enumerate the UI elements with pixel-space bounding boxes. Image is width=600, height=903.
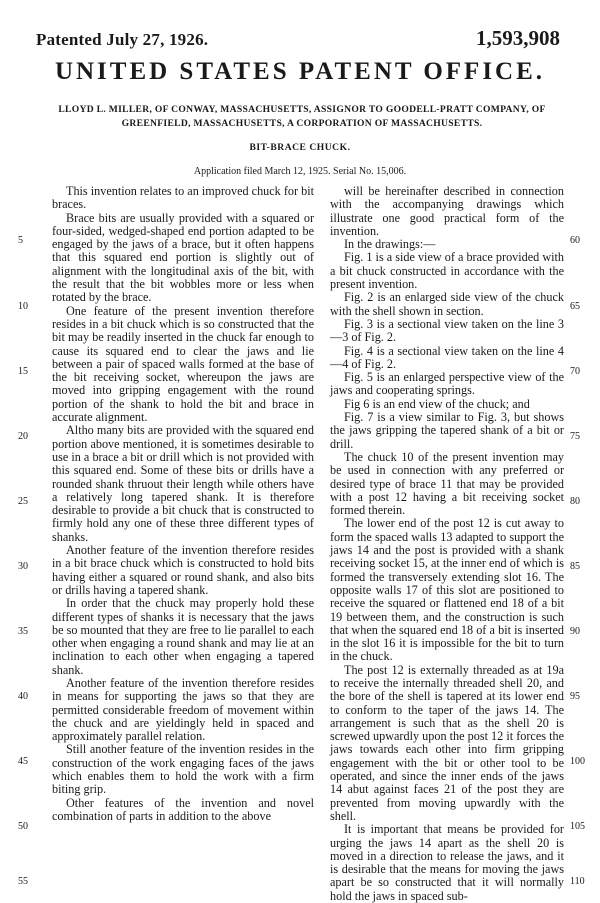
paragraph: Fig. 3 is a sectional view taken on the line 3—3 of Fig. 2. (330, 316, 564, 345)
paragraph: Fig. 4 is a sectional view taken on the line 4—4 of Fig. 2. (330, 343, 564, 371)
paragraph: Still another feature of the invention resides in the construction of the work engaging faces of the jaws which enables them to hold the work with a firm biting grip. (52, 742, 314, 797)
paragraph: Brace bits are usually provided with a squared or four-sided, wedged-shaped end portion adapted to be engaged by the jaws of a brace, but it often happens that this squared end portion is slightly out of alignment with the longitudinal axis of the bit, with the result that the bit wobbles more or less when rotated by the brace. (52, 210, 314, 305)
line-number: 45 (18, 756, 28, 767)
paragraph: The lower end of the post 12 is cut away to form the spaced walls 13 adapted to support the jaws 14 and the post is provided with a shank receiving socket 15, at the inner end of which is formed the transversely extending slot 16. The opposite walls 17 of this slot are positioned to receive the squared or flattened end 18 of a bit 19 between them, and the construction is such that when the squared end 18 of a bit is inserted in the slot 16 it is impossible for the bit to turn in the chuck. (330, 516, 564, 664)
line-number: 5 (18, 235, 23, 246)
paragraph: In order that the chuck may properly hold these different types of shanks it is necessary that the jaws be so mounted that they are free to lie parallel to each other when engaging a round shank and may lie at an inclination to each other when engaging a tapered shank. (52, 596, 314, 677)
line-number: 85 (570, 561, 580, 572)
paragraph: Fig. 1 is a side view of a brace provided with a bit chuck constructed in accordance with the present invention. (330, 250, 564, 292)
patent-number: 1,593,908 (476, 26, 560, 50)
application-info: Application filed March 12, 1925. Serial No. 15,006. (193, 166, 407, 177)
line-number: 105 (570, 821, 585, 832)
paragraph: Another feature of the invention therefore resides in means for supporting the jaws so that they are permitted considerable freedom of movement within the chuck and are yieldingly held in spaced and approximately parallel relation. (52, 675, 314, 744)
line-number: 100 (570, 756, 585, 767)
paragraph: Fig. 5 is an enlarged perspective view of the jaws and cooperating springs. (330, 370, 564, 398)
line-number: 60 (570, 235, 580, 246)
paragraph: Fig 6 is an end view of the chuck; and (344, 396, 530, 411)
line-number: 110 (570, 876, 585, 887)
line-number: 65 (570, 301, 580, 312)
paragraph: The post 12 is externally threaded as at 19a to receive the internally threaded shell 20, and the bore of the shell is tapered at its lower end to conform to the taper of the jaws 14. The arrangement is such that as the shell 20 is screwed upwardly upon the post 12 it forces the jaws towards each other into firm gripping engagement with the bit or other tool to be operated, and since the inner ends of the jaws 14 abut against faces 21 of the post they are prevented from moving upwardly with the shell. (330, 662, 564, 823)
line-number: 70 (570, 366, 580, 377)
paragraph: The chuck 10 of the present invention may be used in connection with any preferred or desired type of brace 11 that may be provided with a post 12 having a bit receiving socket formed therein. (330, 449, 564, 518)
line-number: 30 (18, 561, 28, 572)
paragraph: In the drawings:— (344, 237, 436, 252)
line-number: 80 (570, 496, 580, 507)
line-number: 40 (18, 691, 28, 702)
paragraph: It is important that means be provided for urging the jaws 14 apart as the shell 20 is moved in a direction to release the jaws, and it is desirable that the means for moving the jaws apart be so constructed that it will normally hold the jaws in spaced sub- (330, 822, 564, 903)
line-number: 55 (18, 876, 28, 887)
line-number: 10 (18, 301, 28, 312)
office-heading: UNITED STATES PATENT OFFICE. (54, 58, 546, 85)
inventor-assignee: LLOYD L. MILLER, OF CONWAY, MASSACHUSETTS, ASSIGNOR TO GOODELL-PRATT COMPANY, OF GREENFIELD, MASSACHUSETTS, A CORPORATION OF MASSACHUSETTS. (58, 104, 546, 129)
patent-date: Patented July 27, 1926. (36, 30, 209, 49)
paragraph: Other features of the invention and novel combination of parts in addition to the above (52, 795, 314, 823)
paragraph: Another feature of the invention therefore resides in a bit brace chuck which is constructed to hold bits having either a squared or round shank, and also bits or drills having a tapered shank. (52, 543, 314, 597)
line-number: 35 (18, 626, 28, 637)
paragraph: will be hereinafter described in connection with the accompanying drawings which illustrate one good practical form of the invention. (330, 184, 564, 238)
paragraph: This invention relates to an improved chuck for bit braces. (52, 184, 314, 212)
paragraph: Fig. 2 is an enlarged side view of the chuck with the shell shown in section. (330, 290, 564, 318)
paragraph: Altho many bits are provided with the squared end portion above mentioned, it is sometimes desirable to use in a brace a bit or drill which is not provided with this squared end. Some of these bits or drills have a rounded shank thruout their length while others have a relatively long tapered shank. It is therefore desirable to provide a bit chuck that is constructed to firmly hold any one of these three different types of shanks. (52, 423, 314, 544)
line-number: 75 (570, 431, 580, 442)
right-text-column (330, 185, 564, 903)
line-number: 50 (18, 821, 28, 832)
line-number: 95 (570, 691, 580, 702)
line-number: 20 (18, 431, 28, 442)
line-number: 90 (570, 626, 580, 637)
invention-title: BIT-BRACE CHUCK. (249, 142, 351, 153)
line-number: 15 (18, 366, 28, 377)
left-text-column (52, 185, 314, 823)
line-number: 25 (18, 496, 28, 507)
paragraph: Fig. 7 is a view similar to Fig. 3, but shows the jaws gripping the tapered shank of a bit or drill. (330, 410, 564, 451)
paragraph: One feature of the present invention therefore resides in a bit chuck which is so constructed that the bit may be readily inserted in the chuck far enough to cause its squared end to clear the jaws and lie between a pair of spaced walls formed at the base of the bit receiving socket, whereupon the jaws are moved into gripping engagement with the round portion of the shank to hold the bit and brace in accurate alignment. (52, 303, 314, 425)
